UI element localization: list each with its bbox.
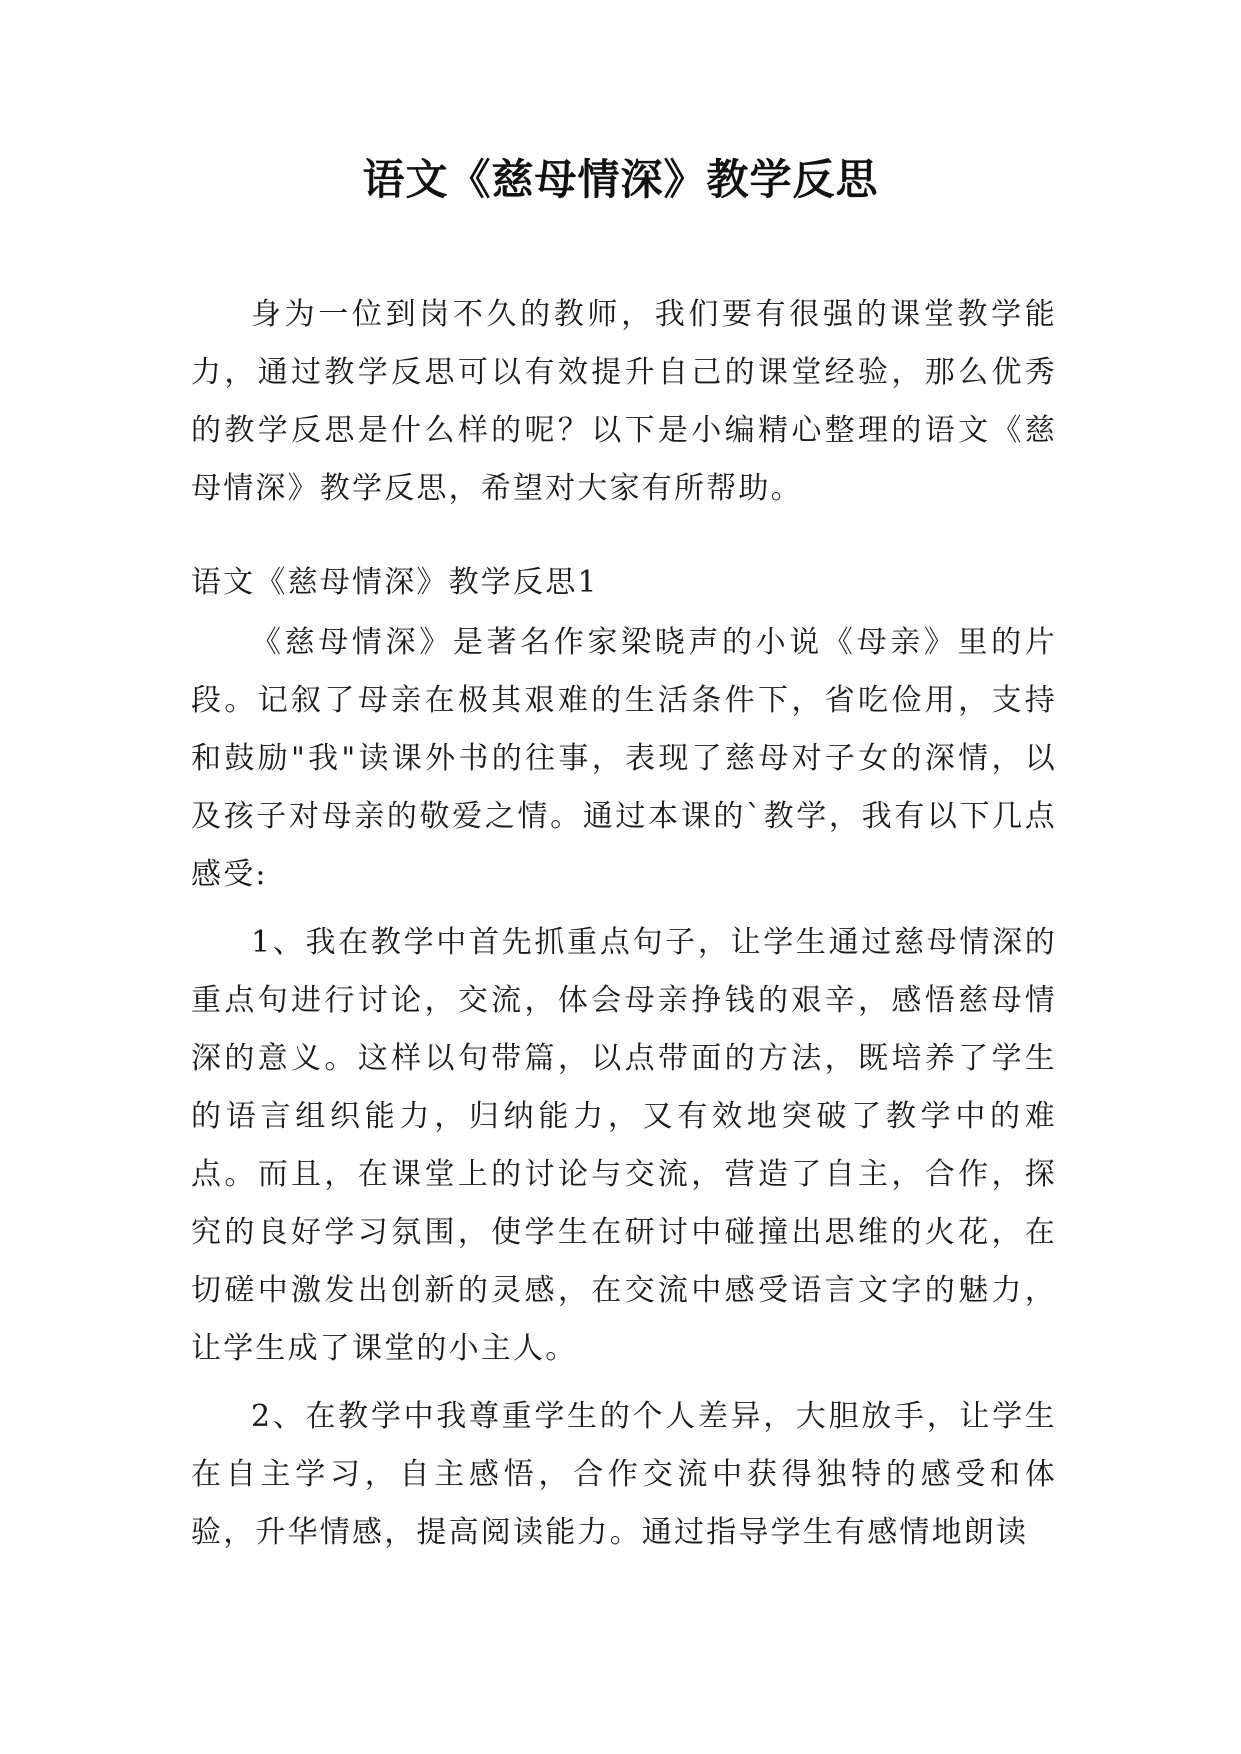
- body-paragraph: 《慈母情深》是著名作家梁晓声的小说《母亲》里的片段。记叙了母亲在极其艰难的生活条件下，省吃俭用，支持和鼓励"我"读课外书的往事，表现了慈母对子女的深情，以及孩子对母亲的敬爱之情。通过本课的`教学，我有以下几点感受:: [191, 625, 1057, 892]
- body-paragraph: 2、在教学中我尊重学生的个人差异，大胆放手，让学生在自主学习，自主感悟，合作交流中获得独特的感受和体验，升华情感，提高阅读能力。通过指导学生有感情地朗读: [191, 1399, 1057, 1550]
- section-heading: 语文《慈母情深》教学反思1: [191, 565, 599, 600]
- document-body: [191, 286, 1057, 1562]
- document-title: 语文《慈母情深》教学反思: [362, 155, 879, 204]
- intro-paragraph: 身为一位到岗不久的教师，我们要有很强的课堂教学能力，通过教学反思可以有效提升自己的课堂经验，那么优秀的教学反思是什么样的呢？以下是小编精心整理的语文《慈母情深》教学反思，希望对大家有所帮助。: [191, 297, 1057, 506]
- body-paragraph: 1、我在教学中首先抓重点句子，让学生通过慈母情深的重点句进行讨论，交流，体会母亲挣钱的艰辛，感悟慈母情深的意义。这样以句带篇，以点带面的方法，既培养了学生的语言组织能力，归纳能力，又有效地突破了教学中的难点。而且，在课堂上的讨论与交流，营造了自主，合作，探究的良好学习氛围，使学生在研讨中碰撞出思维的火花，在切磋中激发出创新的灵感，在交流中感受语言文字的魅力，让学生成了课堂的小主人。: [191, 925, 1057, 1366]
